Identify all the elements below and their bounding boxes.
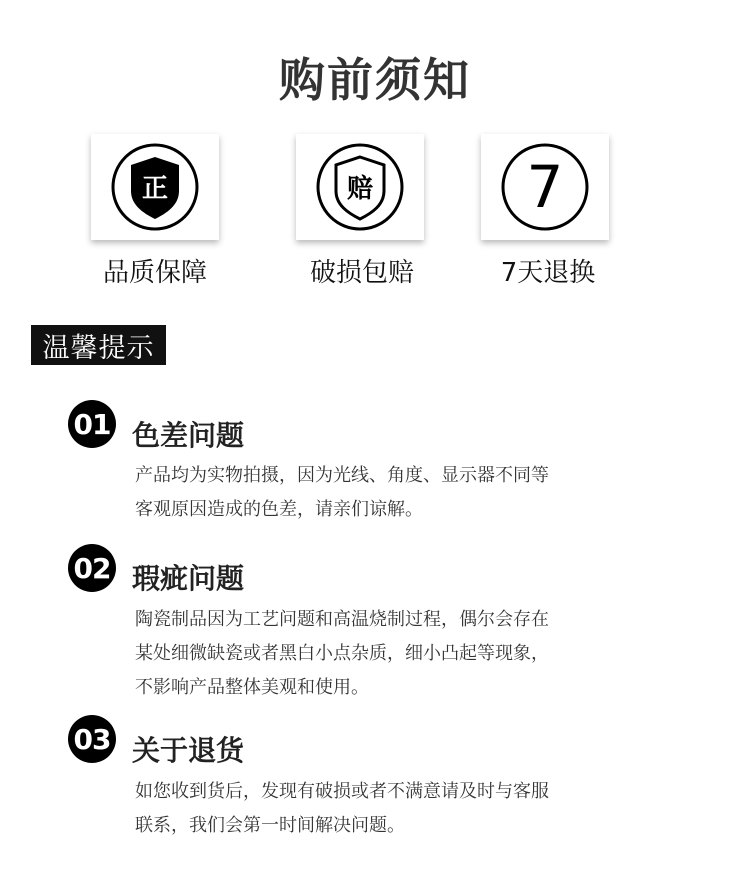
body-line: 某处细微缺瓷或者黑白小点杂质，细小凸起等现象， [135, 643, 549, 664]
body-line: 不影响产品整体美观和使用。 [135, 677, 369, 698]
circle-seven-icon [499, 141, 591, 233]
section-title: 色差问题 [132, 419, 245, 452]
damage-badge [296, 134, 424, 240]
badge-label-quality: 品质保障 [102, 258, 207, 288]
body-line: 联系，我们会第一时间解决问题。 [135, 815, 405, 836]
quality-badge [91, 134, 219, 240]
section-number-badge: 03 [68, 715, 116, 763]
section-body [135, 459, 615, 527]
section-title: 瑕疵问题 [132, 562, 245, 595]
section-number-badge: 02 [68, 544, 116, 592]
tips-header: 温馨提示 [31, 325, 166, 365]
body-line: 如您收到货后，发现有破损或者不满意请及时与客服 [135, 781, 549, 802]
body-line: 陶瓷制品因为工艺问题和高温烧制过程，偶尔会存在 [135, 609, 549, 630]
section-body [135, 775, 615, 843]
body-line: 客观原因造成的色差，请亲们谅解。 [135, 499, 423, 520]
badge-label-damage: 破损包赔 [309, 258, 414, 288]
page-title: 购前须知 [279, 53, 471, 107]
shield-glyph: 正 [141, 174, 169, 204]
shield-zheng-icon [109, 141, 201, 233]
section-title: 关于退货 [132, 734, 245, 767]
section-body [135, 603, 615, 705]
badge-label-return: 7天退换 [500, 258, 596, 288]
return-badge [481, 134, 609, 240]
shield-pei-icon [314, 141, 406, 233]
shield-glyph: 赔 [346, 174, 374, 204]
seven-glyph: 7 [526, 153, 564, 221]
section-number-badge: 01 [68, 400, 116, 448]
body-line: 产品均为实物拍摄，因为光线、角度、显示器不同等 [135, 465, 549, 486]
